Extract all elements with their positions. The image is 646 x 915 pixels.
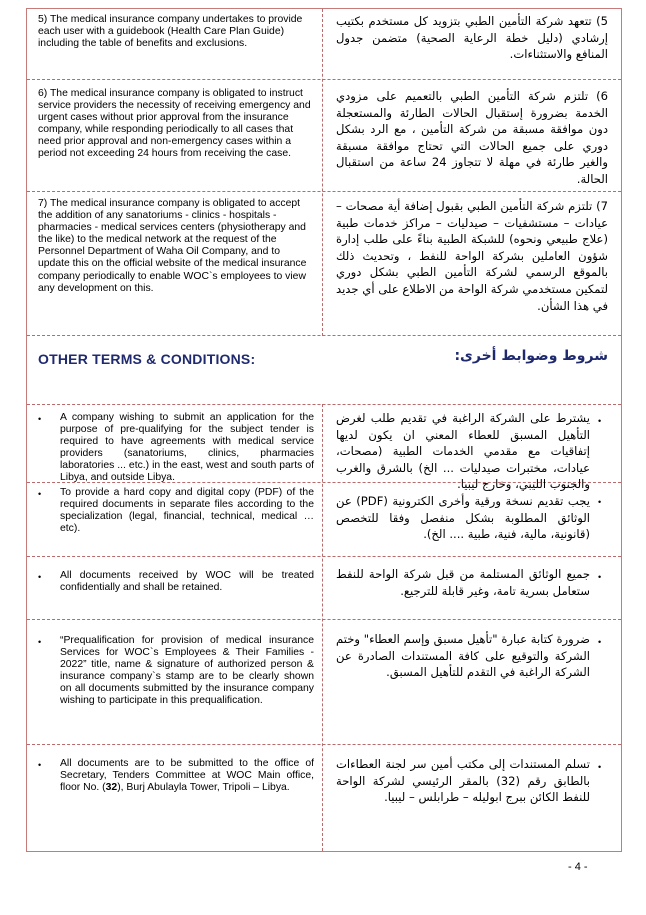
divider	[27, 744, 621, 745]
section-5-en: 5) The medical insurance company undertakes to provide each user with a guidebook (Health Care Plan Guide) including the table of benefits and exclusions.	[38, 14, 303, 50]
term-1-en: A company wishing to submit an application for the purpose of pre-qualifying for the subject tender is required to have agreements with medical service providers (sanatoriums, clinics, pharmacies laboratories ... etc.) in the east, west and south parts of Libya, and outside Libya.	[60, 412, 314, 484]
bullet-ar: •	[598, 572, 602, 582]
column-divider	[322, 404, 323, 851]
bullet-ar: •	[598, 637, 602, 647]
term-5-floor-number: 32	[105, 782, 118, 794]
term-1-ar: يشترط على الشركة الراغبة في تقديم طلب لغرض التأهيل المسبق للعطاء المعني ان يكون لديها إتفاقيات مع مقدمي الخدمات الطبية (مصحات، عيادات، مختبرات صيدليات ... الخ) بالشرق والغرب والجنوب الليبي، وخارج ليبيا.	[336, 411, 590, 492]
divider	[27, 335, 621, 336]
heading-other-terms-en: OTHER TERMS & CONDITIONS:	[38, 351, 256, 367]
bullet-ar: •	[598, 416, 602, 426]
divider	[27, 191, 621, 192]
term-4-en: “Prequalification for provision of medical insurance Services for WOC`s Employees & Their Families - 2022” title, name & signature of authorized person & insurance company`s stamp are to be clearly shown on all documents submitted by the insurance company wishing to participate in this prequalification.	[60, 635, 314, 707]
term-5-en-text-end: ), Burj Abulayla Tower, Tripoli – Libya.	[117, 782, 290, 794]
bullet-en: •	[38, 637, 42, 647]
bullet-en: •	[38, 414, 42, 424]
term-2-ar: يجب تقديم نسخة ورقية وأخرى الكترونية (PDF) عن الوثائق المطلوبة بشكل منفصل وفقا للتخصص (قانونية، مالية، فنية، طبية .... الخ).	[336, 494, 591, 542]
bullet-en: •	[38, 760, 42, 770]
term-5-en-text: All documents are to be submitted to the office of Secretary, Tenders Committee at WOC Main office, floor No. (	[60, 758, 314, 794]
section-7-ar: 7) تلتزم شركة التأمين الطبي بقبول إضافة أية مصحات – عيادات – مستشفيات – صيدليات – مراكز خدمات طبية (علاج طبيعي ونحوه) للشبكة الطبية بناءً على طلب إدارة شؤون العاملين بشركة الواحة للنفط ، وتحديث ذلك بالموقع الرسمي لشركة التأمين الطبي بشكل دوري لتمكين مستخدمي شركة الواحة من الاطلاع على أي جديد في هذا الشأن.	[336, 199, 608, 313]
divider	[27, 404, 621, 405]
section-7-en: 7) The medical insurance company is obligated to accept the addition of any sanatoriums - clinics - hospitals - pharmacies - medical services centers (physiotherapy and the like) to the medical network at the request of the Personnel Department of Waha Oil Company, and to update this on the official website of the medical insurance company periodically to enable WOC`s employees to view any development on this.	[38, 198, 307, 294]
bullet-en: •	[38, 489, 42, 499]
term-4-ar: ضرورة كتابة عبارة "تأهيل مسبق وإسم العطاء" وختم الشركة والتوقيع على كافة المستندات الصادرة عن الشركة الراغبة في التقدم للتأهيل المسبق.	[336, 632, 590, 680]
term-3-en: All documents received by WOC will be treated confidentially and shall be retained.	[60, 570, 314, 594]
term-3-ar: جميع الوثائق المستلمة من قبل شركة الواحة للنفط ستعامل بسرية تامة، وغير قابلة للترجيع.	[336, 567, 590, 598]
divider	[27, 619, 621, 620]
divider	[27, 556, 621, 557]
bullet-ar: •	[598, 497, 602, 507]
heading-other-terms-ar: شروط وضوابط أخرى:	[454, 348, 608, 364]
section-6-ar: 6) تلتزم شركة التأمين الطبي بالتعميم على مزودي الخدمة بضرورة إستقبال الحالات الطارئة والمستعجلة دون موافقة مسبقة من شركة التأمين ، مع الرد بشكل دوري على جميع الحالات التي تحتاج موافقة مسبقة والغير طارئة في مهلة لا تتجاوز 24 ساعة من استقبال الحالة.	[336, 89, 608, 186]
bullet-ar: •	[598, 762, 602, 772]
section-6-en: 6) The medical insurance company is obligated to instruct service providers the necessity of receiving emergency and urgent cases without prior approval from the insurance company, while responding periodically to all cases that need prior approval and non-emergency cases within a period not exceeding 24 hours from receiving the case.	[38, 88, 311, 160]
page-number: - 4 -	[568, 861, 588, 873]
term-2-en: To provide a hard copy and digital copy (PDF) of the required documents in separate files according to the specialization (legal, financial, technical, medical …etc).	[60, 487, 314, 535]
section-5-ar: 5) تتعهد شركة التأمين الطبي بتزويد كل مستخدم بكتيب إرشادي (دليل خطة الرعاية الصحية) متضمن جدول المنافع والاستثناءات.	[336, 14, 608, 62]
divider	[27, 79, 621, 80]
column-divider	[322, 9, 323, 336]
term-5-ar: تسلم المستندات إلى مكتب أمين سر لجنة العطاءات بالطابق رقم (32) بالمقر الرئيسي لشركة الواحة للنفط الكائن ببرج ابوليله – طرابلس – ليبيا.	[336, 757, 590, 805]
term-5-en	[60, 758, 314, 794]
bullet-en: •	[38, 572, 42, 582]
